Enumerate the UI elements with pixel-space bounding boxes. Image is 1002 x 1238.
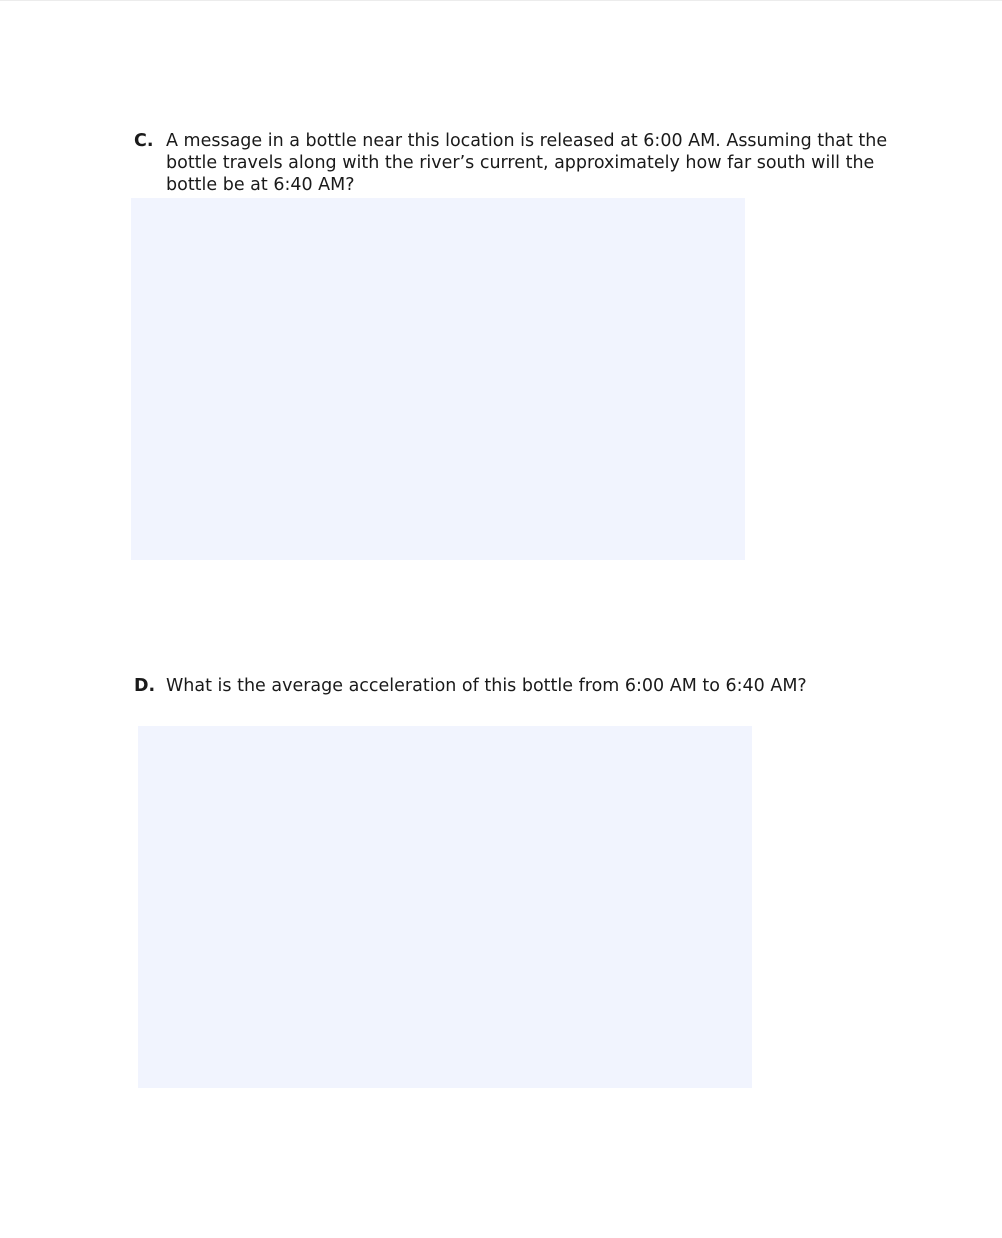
- question-c: [134, 130, 924, 196]
- answer-box-c[interactable]: [131, 198, 745, 560]
- answer-box-d[interactable]: [138, 726, 752, 1088]
- question-c-label: C.: [134, 131, 154, 151]
- question-d-text: What is the average acceleration of this bottle from 6:00 AM to 6:40 AM?: [166, 676, 807, 696]
- page-top-edge: [0, 0, 1002, 1]
- question-d-label: D.: [134, 676, 156, 696]
- question-d: [134, 675, 924, 697]
- question-c-text: A message in a bottle near this location is released at 6:00 AM. Assuming that the bottle travels along with the river’s current, approximately how far south will the bottle be at 6:40 AM?: [166, 131, 888, 195]
